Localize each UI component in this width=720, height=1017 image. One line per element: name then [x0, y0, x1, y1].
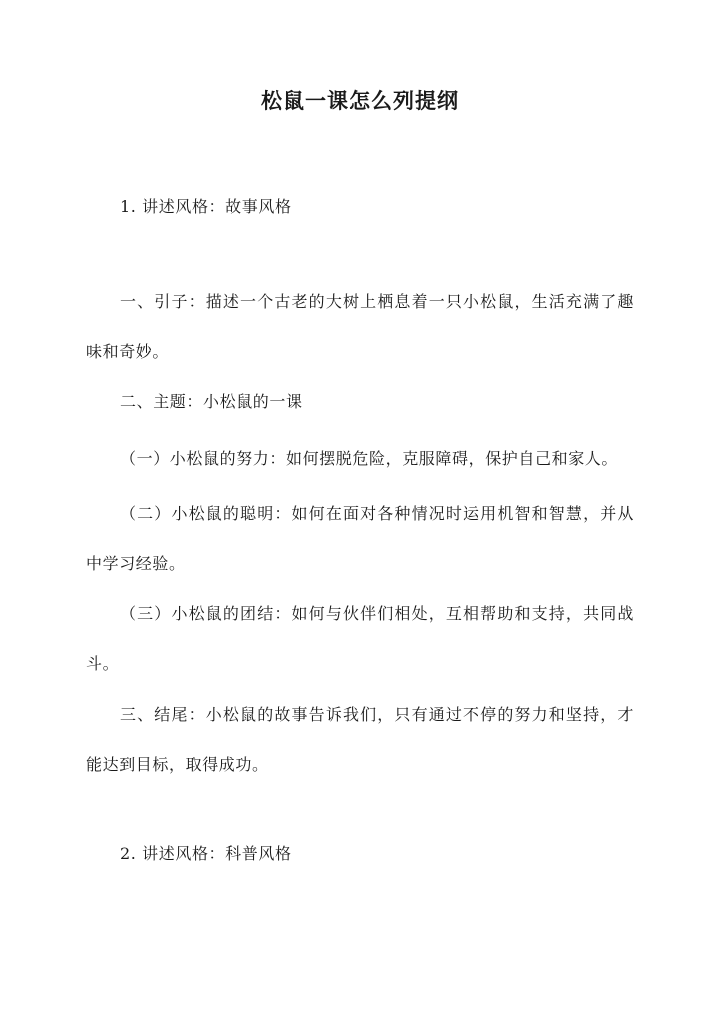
paragraph-smart: （二）小松鼠的聪明：如何在面对各种情况时运用机智和智慧，并从中学习经验。: [86, 504, 634, 573]
page-title: 松鼠一课怎么列提纲: [261, 88, 459, 113]
section-heading-science-style: 2. 讲述风格：科普风格: [120, 844, 292, 863]
paragraph-intro: 一、引子：描述一个古老的大树上栖息着一只小松鼠，生活充满了趣味和奇妙。: [86, 292, 634, 361]
paragraph-effort: （一）小松鼠的努力：如何摆脱危险，克服障碍，保护自己和家人。: [120, 449, 619, 468]
paragraph-unity: （三）小松鼠的团结：如何与伙伴们相处，互相帮助和支持，共同战斗。: [86, 604, 634, 673]
paragraph-ending: 三、结尾：小松鼠的故事告诉我们，只有通过不停的努力和坚持，才能达到目标，取得成功。: [86, 705, 634, 774]
paragraph-theme: 二、主题：小松鼠的一课: [120, 392, 303, 411]
section-heading-story-style: 1. 讲述风格：故事风格: [120, 197, 292, 216]
